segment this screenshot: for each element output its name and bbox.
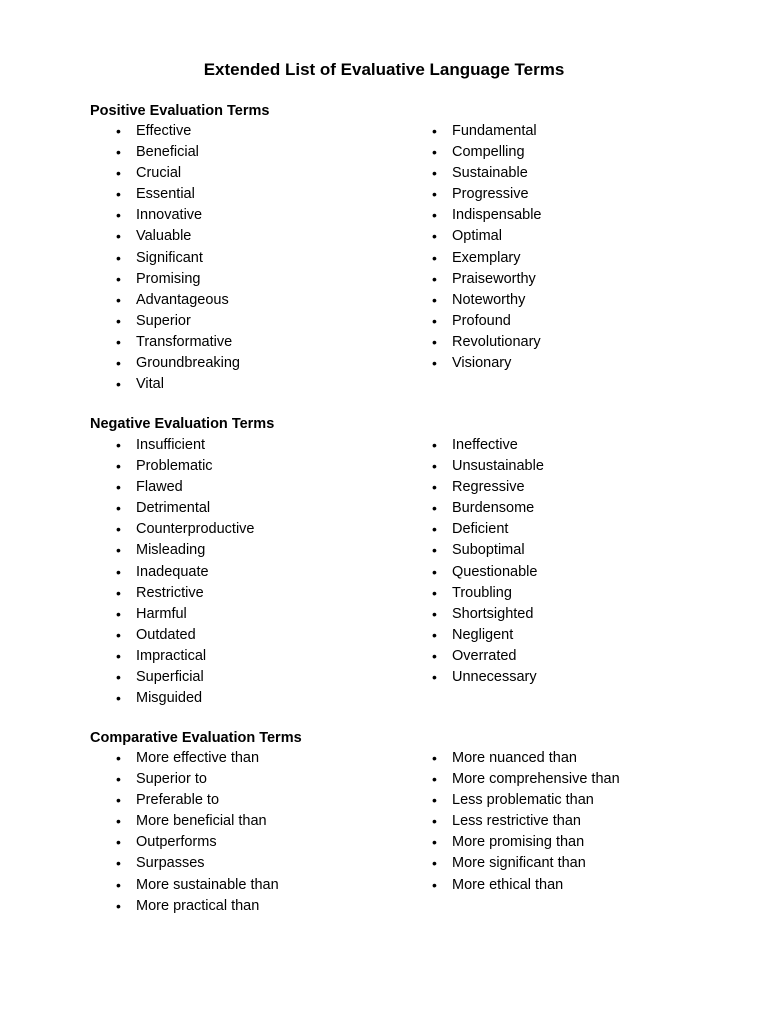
bullet-icon: •: [116, 270, 121, 287]
bullet-icon: •: [432, 207, 437, 224]
term-text: More beneficial than: [136, 813, 267, 830]
bullet-icon: •: [432, 479, 437, 496]
list-item: [116, 625, 255, 646]
list-item: [432, 184, 542, 205]
bullet-icon: •: [432, 605, 437, 622]
term-text: Innovative: [136, 207, 203, 224]
term-text: Groundbreaking: [136, 355, 240, 372]
list-item: [116, 163, 240, 184]
bullet-icon: •: [432, 312, 437, 329]
bullet-icon: •: [116, 750, 121, 766]
list-item: [116, 290, 240, 311]
bullet-icon: •: [432, 626, 437, 643]
list-item: [432, 748, 620, 769]
bullet-icon: •: [432, 750, 437, 766]
bullet-icon: •: [432, 876, 437, 893]
term-text: Essential: [136, 186, 195, 203]
bullet-icon: •: [116, 876, 121, 893]
bullet-icon: •: [116, 771, 121, 788]
list-item: [116, 811, 279, 832]
bullet-icon: •: [116, 144, 121, 161]
term-text: Problematic: [136, 458, 213, 475]
term-text: More practical than: [136, 897, 260, 914]
term-text: Optimal: [452, 228, 502, 245]
list-item: [116, 832, 279, 853]
list-item: [432, 248, 542, 269]
bullet-icon: •: [432, 792, 437, 809]
term-text: Valuable: [136, 228, 192, 245]
term-text: Insufficient: [136, 437, 206, 453]
list-item: [116, 248, 240, 269]
bullet-icon: •: [116, 437, 121, 453]
list-item: [432, 290, 542, 311]
list-item: [432, 604, 544, 625]
list-item: [116, 226, 240, 247]
term-text: Surpasses: [136, 855, 205, 872]
negative-terms-right-list: [432, 435, 544, 688]
term-text: Unnecessary: [452, 669, 537, 686]
list-item: [432, 226, 542, 247]
term-text: Promising: [136, 270, 201, 287]
term-text: Significant: [136, 249, 203, 266]
section-heading-negative: Negative Evaluation Terms: [90, 416, 275, 432]
list-item: [116, 142, 240, 163]
bullet-icon: •: [116, 249, 121, 266]
list-item: [432, 875, 620, 896]
term-text: More promising than: [452, 834, 585, 851]
list-item: [432, 769, 620, 790]
bullet-icon: •: [432, 647, 437, 664]
bullet-icon: •: [116, 291, 121, 308]
list-item: [432, 498, 544, 519]
bullet-icon: •: [116, 333, 121, 350]
bullet-icon: •: [432, 144, 437, 161]
bullet-icon: •: [116, 605, 121, 622]
term-text: Visionary: [452, 355, 512, 372]
term-text: Shortsighted: [452, 605, 534, 622]
term-text: More comprehensive than: [452, 771, 620, 788]
bullet-icon: •: [432, 270, 437, 287]
bullet-icon: •: [432, 333, 437, 350]
term-text: Progressive: [452, 186, 529, 203]
bullet-icon: •: [116, 376, 121, 393]
term-text: Counterproductive: [136, 521, 255, 538]
bullet-icon: •: [432, 542, 437, 559]
list-item: [432, 456, 544, 477]
positive-terms-left-list: [116, 121, 240, 395]
term-text: Indispensable: [452, 207, 542, 224]
term-text: Sustainable: [452, 165, 528, 182]
list-item: [116, 456, 255, 477]
term-text: Flawed: [136, 479, 183, 496]
bullet-icon: •: [116, 563, 121, 580]
term-text: Vital: [136, 376, 164, 393]
bullet-icon: •: [116, 792, 121, 809]
list-item: [116, 311, 240, 332]
bullet-icon: •: [432, 355, 437, 372]
bullet-icon: •: [432, 186, 437, 203]
term-text: More ethical than: [452, 876, 564, 893]
term-text: Restrictive: [136, 584, 204, 601]
list-item: [116, 853, 279, 874]
list-item: [432, 519, 544, 540]
bullet-icon: •: [116, 834, 121, 851]
list-item: [432, 121, 542, 142]
term-text: Profound: [452, 312, 511, 329]
bullet-icon: •: [432, 228, 437, 245]
term-text: Superior to: [136, 771, 207, 788]
term-text: Misguided: [136, 690, 203, 707]
list-item: [116, 604, 255, 625]
list-item: [432, 205, 542, 226]
list-item: [432, 332, 542, 353]
list-item: [432, 646, 544, 667]
list-item: [432, 583, 544, 604]
term-text: Advantageous: [136, 291, 229, 308]
term-text: Revolutionary: [452, 333, 541, 350]
bullet-icon: •: [432, 291, 437, 308]
term-text: Misleading: [136, 542, 206, 559]
bullet-icon: •: [116, 312, 121, 329]
list-item: [432, 790, 620, 811]
term-text: Superior: [136, 312, 191, 329]
term-text: Inadequate: [136, 563, 209, 580]
bullet-icon: •: [432, 165, 437, 182]
list-item: [432, 269, 542, 290]
section-heading-positive: Positive Evaluation Terms: [90, 103, 270, 119]
bullet-icon: •: [116, 542, 121, 559]
term-text: Praiseworthy: [452, 270, 536, 287]
list-item: [116, 435, 255, 456]
comparative-terms-right-list: [432, 748, 620, 896]
list-item: [116, 769, 279, 790]
term-text: More sustainable than: [136, 876, 279, 893]
bullet-icon: •: [116, 228, 121, 245]
list-item: [116, 121, 240, 142]
bullet-icon: •: [116, 355, 121, 372]
term-text: Deficient: [452, 521, 509, 538]
term-text: Less restrictive than: [452, 813, 581, 830]
bullet-icon: •: [116, 584, 121, 601]
bullet-icon: •: [432, 249, 437, 266]
term-text: Regressive: [452, 479, 525, 496]
list-item: [432, 540, 544, 561]
list-item: [432, 667, 544, 688]
term-text: Outdated: [136, 626, 196, 643]
negative-terms-left-list: [116, 435, 255, 709]
term-text: More effective than: [136, 750, 260, 766]
list-item: [116, 667, 255, 688]
term-text: Unsustainable: [452, 458, 544, 475]
bullet-icon: •: [432, 458, 437, 475]
list-item: [432, 353, 542, 374]
term-text: Superficial: [136, 669, 204, 686]
list-item: [116, 332, 240, 353]
list-item: [432, 562, 544, 583]
list-item: [116, 477, 255, 498]
bullet-icon: •: [116, 897, 121, 914]
term-text: Crucial: [136, 165, 182, 182]
list-item: [432, 625, 544, 646]
bullet-icon: •: [432, 437, 437, 453]
term-text: Suboptimal: [452, 542, 525, 559]
positive-terms-right-list: [432, 121, 542, 374]
term-text: Overrated: [452, 647, 517, 664]
term-text: Beneficial: [136, 144, 199, 161]
list-item: [116, 540, 255, 561]
term-text: Transformative: [136, 333, 233, 350]
bullet-icon: •: [116, 813, 121, 830]
term-text: Burdensome: [452, 500, 535, 517]
list-item: [116, 583, 255, 604]
page-title: Extended List of Evaluative Language Terms: [203, 60, 565, 79]
bullet-icon: •: [116, 186, 121, 203]
list-item: [432, 435, 544, 456]
term-text: Fundamental: [452, 123, 537, 139]
list-item: [116, 519, 255, 540]
list-item: [116, 205, 240, 226]
list-item: [116, 184, 240, 205]
term-text: Noteworthy: [452, 291, 526, 308]
term-text: Outperforms: [136, 834, 217, 851]
bullet-icon: •: [432, 500, 437, 517]
bullet-icon: •: [116, 123, 121, 139]
list-item: [116, 374, 240, 395]
term-text: Less problematic than: [452, 792, 594, 809]
list-item: [116, 646, 255, 667]
bullet-icon: •: [432, 834, 437, 851]
bullet-icon: •: [116, 521, 121, 538]
list-item: [116, 498, 255, 519]
term-text: More significant than: [452, 855, 586, 872]
term-text: Detrimental: [136, 500, 211, 517]
section-heading-comparative: Comparative Evaluation Terms: [90, 730, 302, 746]
list-item: [432, 311, 542, 332]
bullet-icon: •: [432, 813, 437, 830]
list-item: [116, 896, 279, 917]
list-item: [116, 875, 279, 896]
list-item: [116, 353, 240, 374]
list-item: [432, 811, 620, 832]
term-text: Preferable to: [136, 792, 220, 809]
list-item: [432, 853, 620, 874]
bullet-icon: •: [116, 690, 121, 707]
term-text: Exemplary: [452, 249, 521, 266]
list-item: [116, 688, 255, 709]
bullet-icon: •: [116, 479, 121, 496]
bullet-icon: •: [116, 207, 121, 224]
bullet-icon: •: [432, 584, 437, 601]
list-item: [116, 269, 240, 290]
bullet-icon: •: [116, 500, 121, 517]
term-text: Ineffective: [452, 437, 518, 453]
list-item: [432, 832, 620, 853]
term-text: Effective: [136, 123, 192, 139]
comparative-terms-left-list: [116, 748, 279, 917]
term-text: Compelling: [452, 144, 525, 161]
bullet-icon: •: [432, 855, 437, 872]
list-item: [116, 562, 255, 583]
bullet-icon: •: [432, 123, 437, 139]
list-item: [116, 790, 279, 811]
term-text: Questionable: [452, 563, 538, 580]
list-item: [432, 477, 544, 498]
list-item: [116, 748, 279, 769]
term-text: Troubling: [452, 584, 512, 601]
bullet-icon: •: [116, 669, 121, 686]
bullet-icon: •: [432, 669, 437, 686]
term-text: More nuanced than: [452, 750, 577, 766]
bullet-icon: •: [116, 626, 121, 643]
bullet-icon: •: [116, 458, 121, 475]
bullet-icon: •: [116, 165, 121, 182]
bullet-icon: •: [116, 647, 121, 664]
term-text: Negligent: [452, 626, 514, 643]
list-item: [432, 163, 542, 184]
term-text: Impractical: [136, 647, 207, 664]
list-item: [432, 142, 542, 163]
bullet-icon: •: [432, 563, 437, 580]
term-text: Harmful: [136, 605, 187, 622]
bullet-icon: •: [432, 521, 437, 538]
bullet-icon: •: [116, 855, 121, 872]
bullet-icon: •: [432, 771, 437, 788]
